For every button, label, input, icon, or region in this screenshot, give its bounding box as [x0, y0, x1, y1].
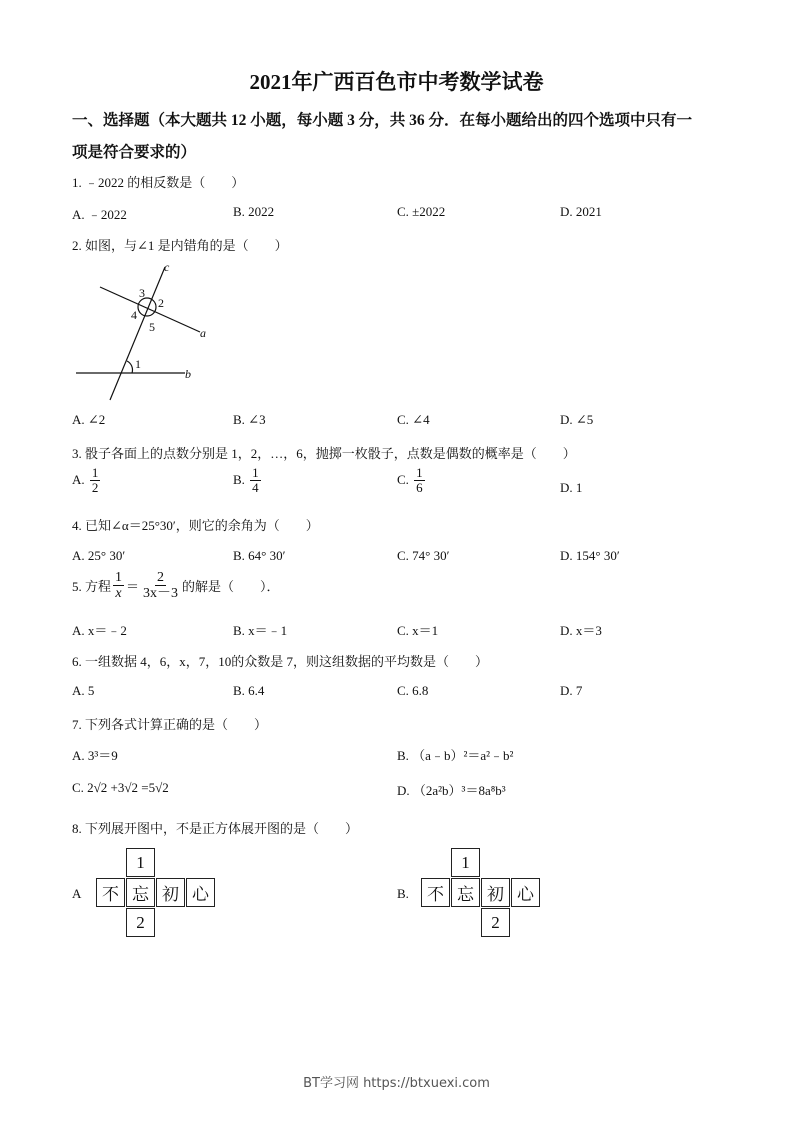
q6-option-c: C. 6.8 — [397, 683, 429, 698]
svg-text:5: 5 — [149, 320, 155, 334]
q2-option-b: B. ∠3 — [233, 412, 266, 427]
q1-option-c: C. ±2022 — [397, 204, 446, 219]
svg-text:3: 3 — [139, 286, 145, 300]
q6-option-b: B. 6.4 — [233, 683, 265, 698]
question-6-stem: 6. 一组数据 4，6，x，7，10的众数是 7，则这组数据的平均数是（ ） — [72, 654, 489, 669]
q3-option-b: B. $\frac{1}{4}$ — [233, 465, 259, 496]
section-heading-cont: 项是符合要求的） — [72, 144, 197, 161]
question-4-stem: 4. 已知∠α＝25°30′，则它的余角为（ ） — [72, 518, 319, 533]
q4-option-c: C. 74° 30′ — [397, 548, 450, 563]
svg-text:4: 4 — [131, 308, 137, 322]
q7-option-c: C. 2√2 +3√2 =5√2 — [72, 780, 169, 795]
q5-option-c: C. x＝1 — [397, 623, 439, 638]
question-2-stem: 2. 如图，与∠1 是内错角的是（ ） — [72, 238, 288, 253]
svg-text:2: 2 — [158, 296, 164, 310]
svg-text:b: b — [185, 367, 191, 381]
q7-option-b: B. （a﹣b）²＝a²﹣b² — [397, 748, 514, 763]
q5-option-d: D. x＝3 — [560, 623, 602, 638]
q3-option-d: D. 1 — [560, 480, 583, 495]
question-8-stem: 8. 下列展开图中，不是正方体展开图的是（ ） — [72, 821, 359, 836]
q4-option-a: A. 25° 30′ — [72, 548, 126, 563]
section-heading: 一、选择题（本大题共 12 小题，每小题 3 分，共 36 分．在每小题给出的四个选项中只有一 — [72, 112, 693, 129]
question-7-stem: 7. 下列各式计算正确的是（ ） — [72, 717, 268, 732]
parallel-lines-figure — [60, 255, 240, 405]
question-5-stem: 5. 方程 $\frac{1}{x}$ ＝ $\frac{2}{3x-3}$ 的解是（ ）． — [72, 570, 280, 602]
q1-option-a: A. ﹣2022 — [72, 207, 127, 222]
q6-option-d: D. 7 — [560, 683, 583, 698]
question-1-stem: 1. ﹣2022 的相反数是（ ） — [72, 175, 245, 190]
q5-option-a: A. x＝﹣2 — [72, 623, 127, 638]
q1-option-d: D. 2021 — [560, 204, 602, 219]
q8-option-a-label: A — [72, 886, 82, 901]
svg-text:a: a — [200, 326, 206, 340]
q4-option-b: B. 64° 30′ — [233, 548, 286, 563]
q2-option-c: C. ∠4 — [397, 412, 430, 427]
q7-option-a: A. 3³＝9 — [72, 748, 118, 763]
svg-text:c: c — [164, 260, 170, 274]
q3-option-c: C. $\frac{1}{6}$ — [397, 465, 423, 496]
svg-text:1: 1 — [135, 357, 141, 371]
page-title: 2021年广西百色市中考数学试卷 — [249, 70, 544, 94]
footer-watermark: BT学习网 https://btxuexi.com — [303, 1076, 490, 1091]
q4-option-d: D. 154° 30′ — [560, 548, 620, 563]
q8-option-b-label: B. — [397, 886, 409, 901]
q2-option-a: A. ∠2 — [72, 412, 106, 427]
q5-option-b: B. x＝﹣1 — [233, 623, 288, 638]
q2-option-d: D. ∠5 — [560, 412, 594, 427]
q6-option-a: A. 5 — [72, 683, 95, 698]
q3-option-a: A. $\frac{1}{2}$ — [72, 465, 99, 496]
question-3-stem: 3. 骰子各面上的点数分别是 1，2，…，6，抛掷一枚骰子，点数是偶数的概率是（ ） — [72, 446, 576, 461]
q7-option-d: D. （2a²b）³＝8a⁸b³ — [397, 783, 506, 798]
q1-option-b: B. 2022 — [233, 204, 275, 219]
